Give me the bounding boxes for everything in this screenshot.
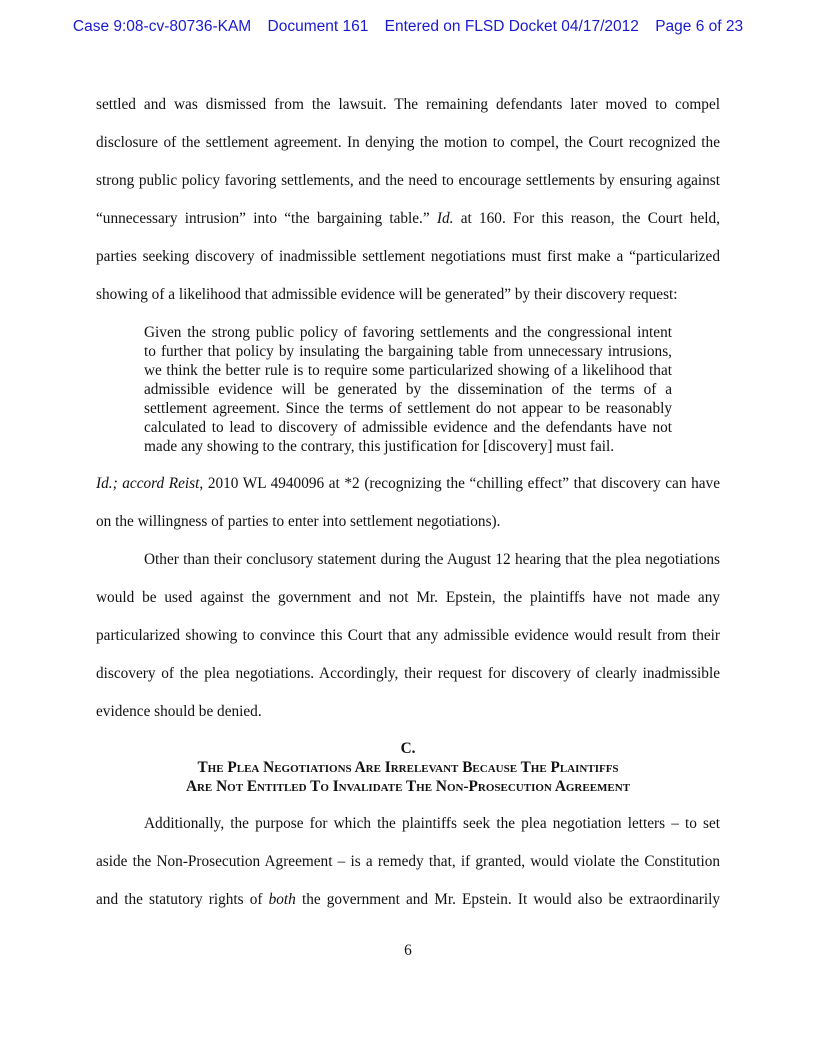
citation-line: on the willingness of parties to enter into settlement negotiations). — [96, 513, 501, 530]
quote-line: we think the better rule is to require some particularized showing of a likelihood that — [144, 362, 672, 379]
section-letter: C. — [400, 740, 416, 757]
quote-line: Given the strong public policy of favoring settlements and the congressional intent — [144, 324, 672, 341]
document-number: Document 161 — [267, 18, 369, 35]
text-line: discovery of the plea negotiations. Accordingly, their request for discovery of clearly inadmissible — [96, 665, 720, 682]
quote-line: to further that policy by insulating the bargaining table from unnecessary intrusions, — [144, 343, 672, 360]
section-title-line2: Are Not Entitled To Invalidate The Non-Prosecution Agreement — [185, 778, 631, 795]
citation-italic: Id.; accord Reist — [96, 475, 200, 492]
case-number: Case 9:08-cv-80736-KAM — [72, 18, 252, 35]
text-segment: the government and Mr. Epstein. It would also be extraordinarily — [295, 891, 720, 908]
section-title-line1: The Plea Negotiations Are Irrelevant Because The Plaintiffs — [197, 759, 619, 776]
text-line: settled and was dismissed from the lawsuit. The remaining defendants later moved to compel — [96, 96, 720, 113]
citation-id: Id. — [436, 210, 454, 227]
text-line: evidence should be denied. — [96, 703, 262, 720]
text-line — [96, 209, 720, 229]
page-number: 6 — [404, 942, 412, 959]
text-segment: “unnecessary intrusion” into “the bargaining table.” — [96, 210, 437, 227]
quote-line: made any showing to the contrary, this justification for [discovery] must fail. — [144, 438, 615, 455]
citation-text: , 2010 WL 4940096 at *2 (recognizing the “chilling effect” that discovery can have — [199, 475, 720, 492]
page-indicator: Page 6 of 23 — [655, 18, 744, 35]
emphasis: both — [268, 891, 296, 908]
quote-line: admissible evidence will be generated by the dissemination of the terms of a — [144, 381, 672, 398]
text-segment: at 160. For this reason, the Court held, — [453, 210, 720, 227]
text-line: Other than their conclusory statement during the August 12 hearing that the plea negotiations — [144, 551, 720, 568]
text-line: showing of a likelihood that admissible evidence will be generated” by their discovery request: — [96, 286, 678, 303]
quote-line: calculated to lead to discovery of admissible evidence and the defendants have not — [144, 419, 672, 436]
text-line: strong public policy favoring settlements, and the need to encourage settlements by ensuring against — [96, 172, 720, 189]
quote-line: settlement agreement. Since the terms of settlement do not appear to be reasonably — [144, 400, 672, 417]
text-segment: and the statutory rights of — [96, 891, 269, 908]
citation-line — [96, 474, 720, 494]
text-line — [96, 890, 720, 910]
text-line: Additionally, the purpose for which the plaintiffs seek the plea negotiation letters – to set — [144, 815, 720, 832]
text-line: particularized showing to convince this Court that any admissible evidence would result from their — [96, 627, 720, 644]
docket-header — [0, 18, 816, 36]
docket-entry: Entered on FLSD Docket 04/17/2012 — [384, 18, 639, 35]
text-line: disclosure of the settlement agreement. In denying the motion to compel, the Court recognized the — [96, 134, 720, 151]
text-line: parties seeking discovery of inadmissible settlement negotiations must first make a “particularized — [96, 248, 720, 265]
text-line: would be used against the government and not Mr. Epstein, the plaintiffs have not made any — [96, 589, 720, 606]
text-line: aside the Non-Prosecution Agreement – is a remedy that, if granted, would violate the Constitution — [96, 853, 720, 870]
